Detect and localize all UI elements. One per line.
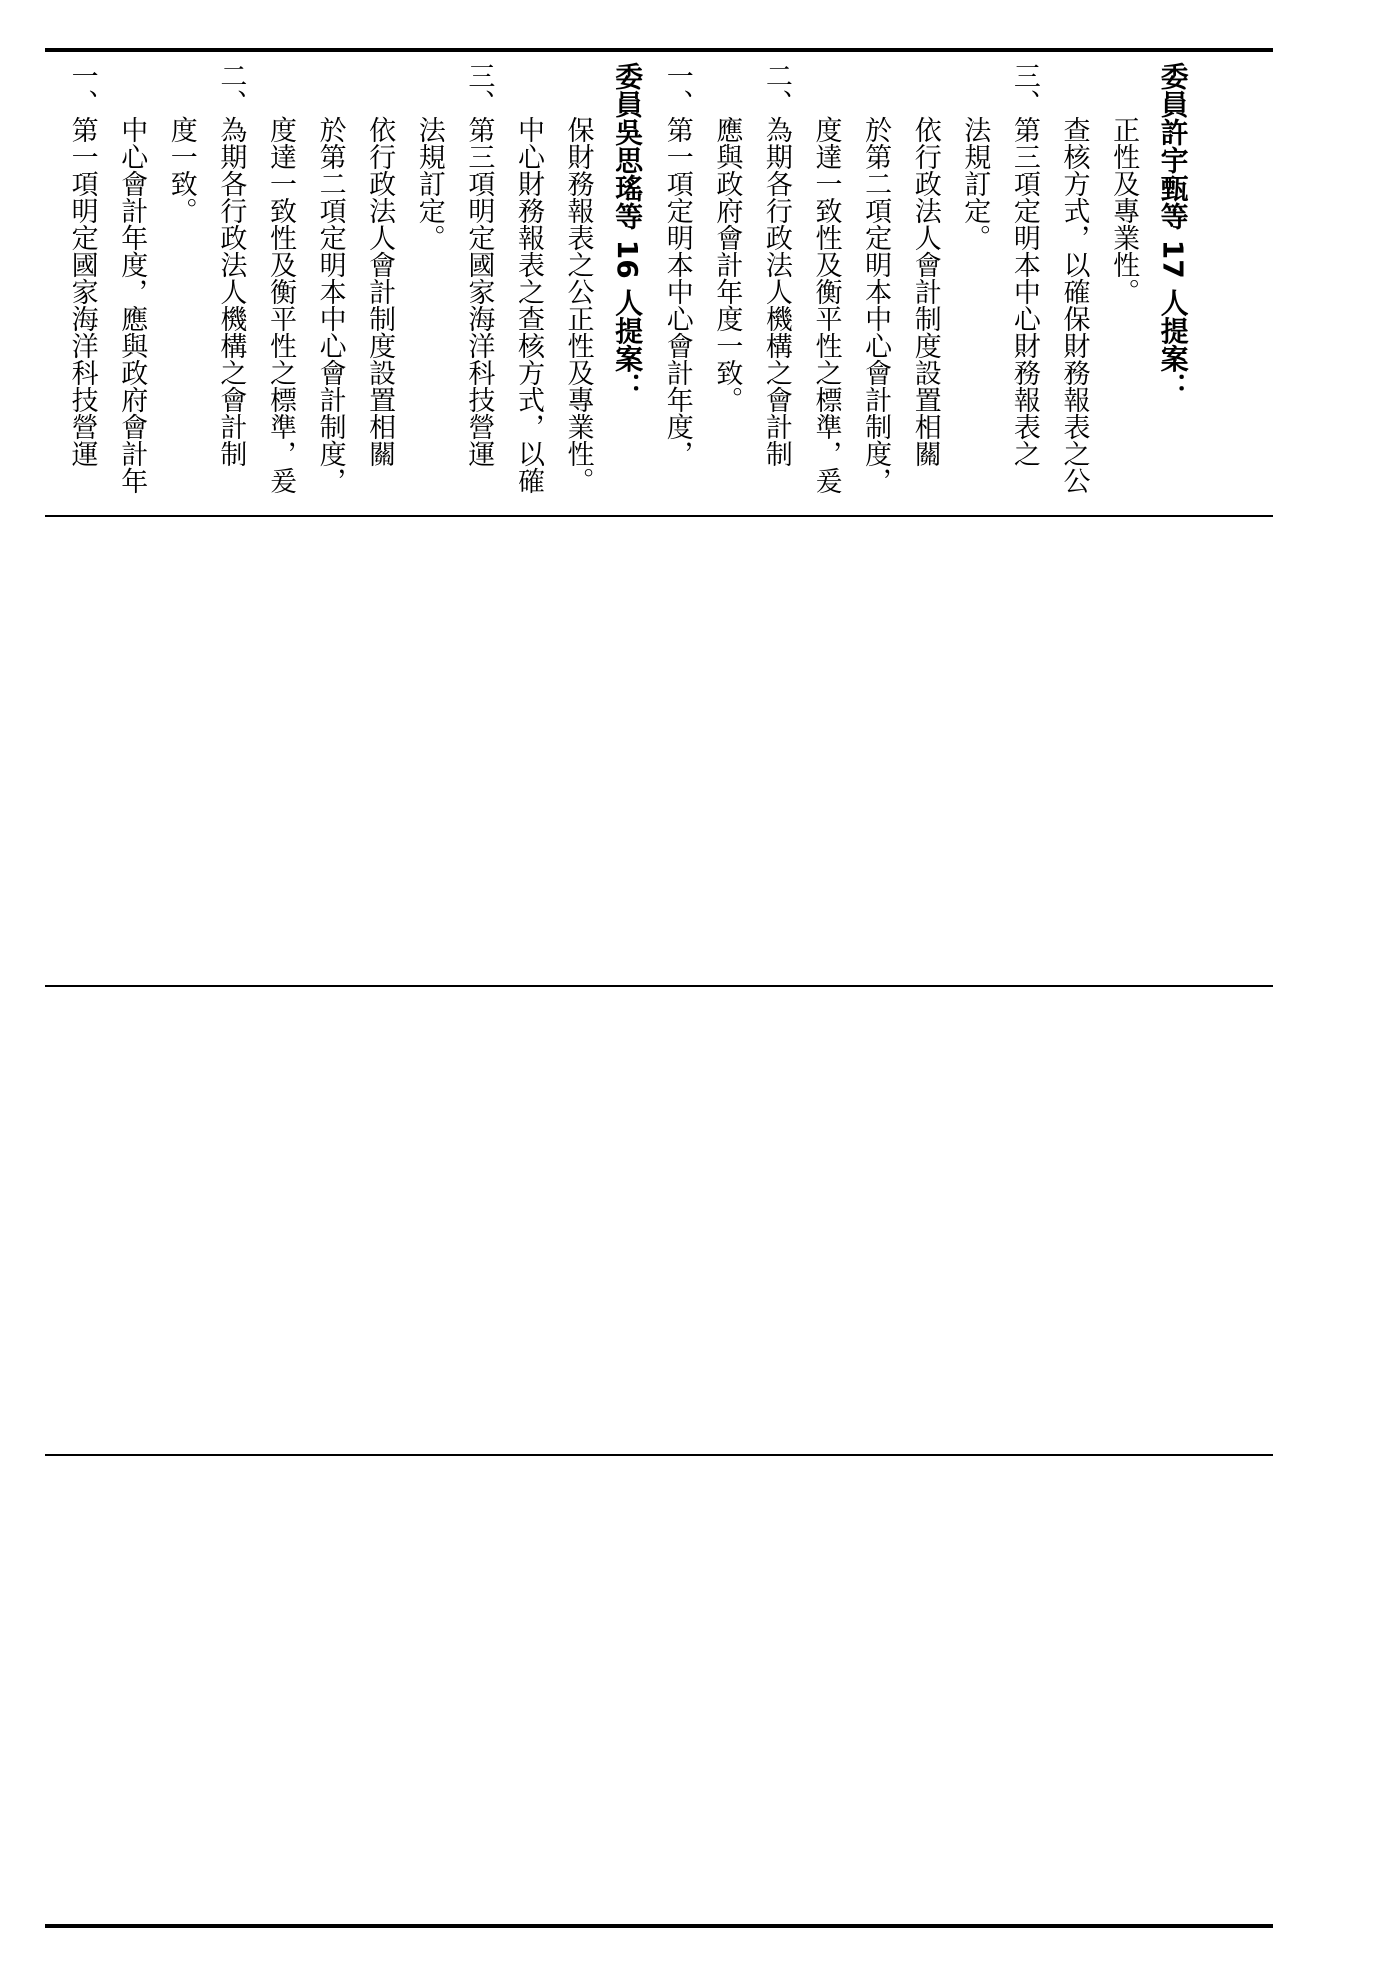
bottom-border-rule (45, 1924, 1273, 1928)
list-item-continuation: 度一致。 (165, 116, 197, 224)
list-item-continuation: 中心財務報表之查核方式，以確 (512, 116, 544, 494)
list-item-continuation: 法規訂定。 (959, 116, 991, 251)
proposal-heading: 委員許宇甄等 17 人提案： (1156, 62, 1190, 401)
table-row-empty (45, 1456, 1273, 1924)
list-item-start: 一、第一項明定國家海洋科技營運 (66, 62, 98, 467)
proposal-heading: 委員吳思瑤等 16 人提案： (611, 62, 645, 401)
list-item-start: 二、為期各行政法人機構之會計制 (215, 62, 247, 467)
list-item-continuation: 保財務報表之公正性及專業性。 (562, 116, 594, 494)
list-item-continuation: 中心會計年度，應與政府會計年 (116, 116, 148, 494)
table-row (45, 52, 1273, 515)
list-item-start: 一、第一項定明本中心會計年度， (661, 62, 693, 467)
list-item-continuation: 正性及專業性。 (1108, 116, 1140, 305)
table-row-empty (45, 987, 1273, 1454)
text-columns (57, 62, 1262, 512)
list-item-continuation: 應與政府會計年度一致。 (711, 116, 743, 413)
list-item-continuation: 於第二項定明本中心會計制度， (860, 116, 892, 494)
list-item-continuation: 依行政法人會計制度設置相關 (909, 116, 941, 467)
list-item-continuation: 查核方式，以確保財務報表之公 (1058, 116, 1090, 494)
list-item-start: 二、為期各行政法人機構之會計制 (760, 62, 792, 467)
table-row-empty (45, 517, 1273, 985)
list-item-continuation: 法規訂定。 (413, 116, 445, 251)
list-item-continuation: 依行政法人會計制度設置相關 (364, 116, 396, 467)
list-item-start: 三、第三項明定國家海洋科技營運 (463, 62, 495, 467)
list-item-start: 三、第三項定明本中心財務報表之 (1008, 62, 1040, 467)
list-item-continuation: 度達一致性及衡平性之標準，爰 (810, 116, 842, 494)
list-item-continuation: 於第二項定明本中心會計制度， (314, 116, 346, 494)
list-item-continuation: 度達一致性及衡平性之標準，爰 (264, 116, 296, 494)
